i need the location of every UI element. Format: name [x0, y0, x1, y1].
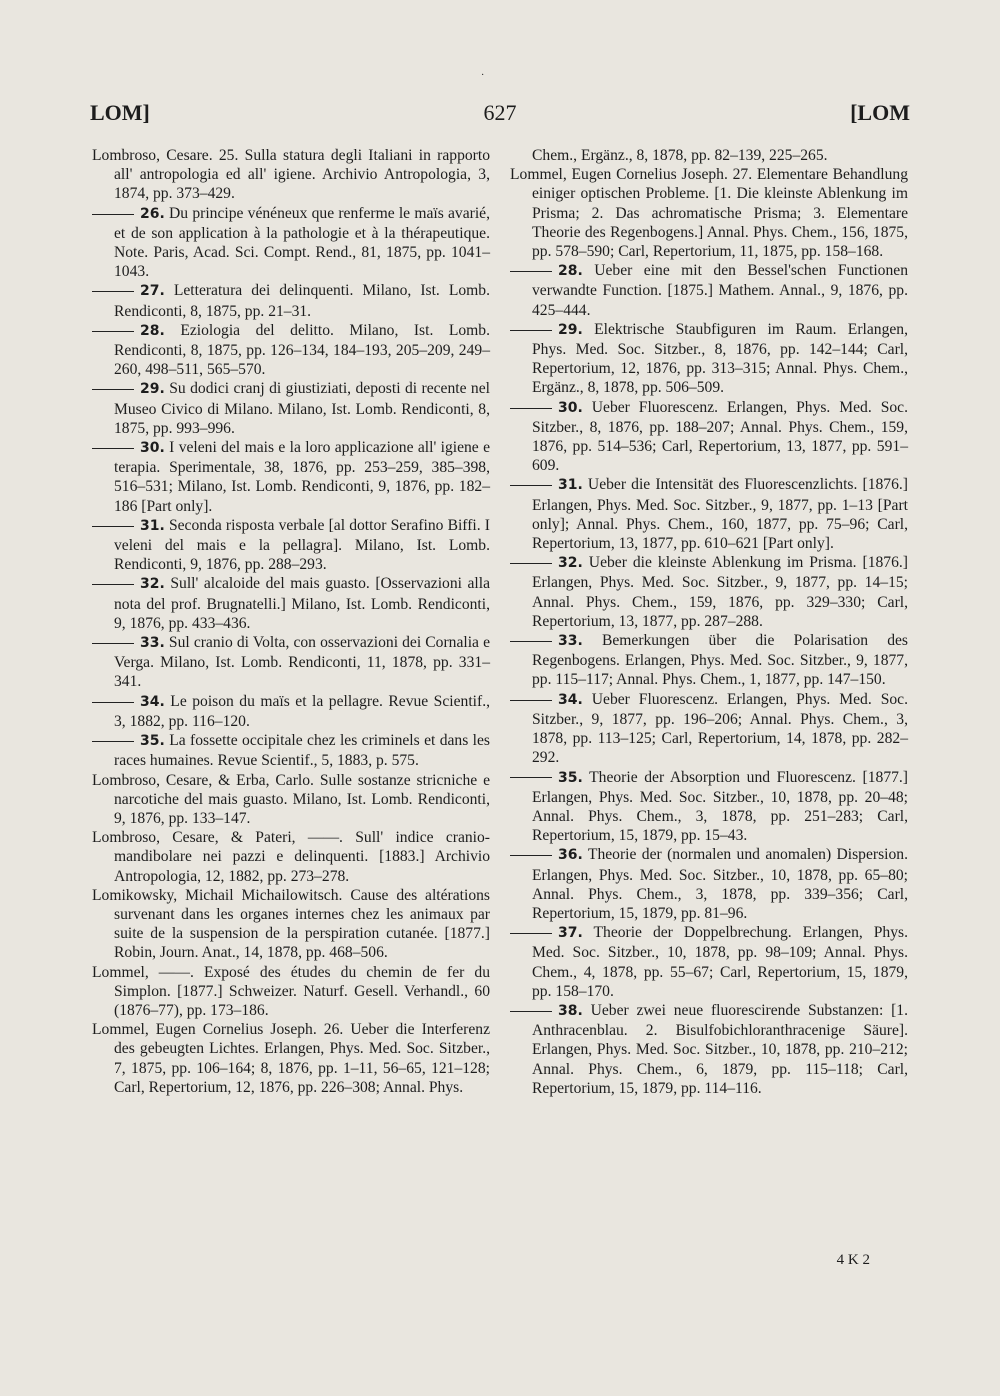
- right-column: [510, 146, 908, 1098]
- bibliography-entry: 31. Seconda risposta verbale [al dottor Serafino Biffi. I veleni del mais e la pellagra]. Milano, Ist. Lomb. Rendiconti, 9, 1876, pp. 288–293.: [92, 516, 490, 575]
- ditto-rule: [92, 741, 134, 742]
- bibliography-entry: 32. Sull' alcaloide del mais guasto. [Osservazioni alla nota del prof. Brugnatelli.] Milano, Ist. Lomb. Rendiconti, 9, 1876, pp. 433–436.: [92, 574, 490, 633]
- ditto-rule: [92, 214, 134, 215]
- page-number: 627: [483, 100, 517, 125]
- running-head-right: [LOM: [850, 100, 910, 125]
- bibliography-entry: 32. Ueber die kleinste Ablenkung im Prisma. [1876.] Erlangen, Phys. Med. Soc. Sitzber., 9, 1877, pp. 14–15; Annal. Phys. Chem., 159, 1876, pp. 329–330; Carl, Repertorium, 13, 1877, pp. 287–288.: [510, 553, 908, 631]
- bibliography-entry: Lommel, ——. Exposé des études du chemin de fer du Simplon. [1877.] Schweizer. Naturf. Gesell. Verhandl., 60 (1876–77), pp. 173–186.: [92, 963, 490, 1019]
- entry-number: 34.: [140, 693, 165, 710]
- ditto-rule: [92, 702, 134, 703]
- bibliography-entry: Lombroso, Cesare. 25. Sulla statura degli Italiani in rapporto all' antropologia ed all' igiene. Archivio Antropologia, 3, 1874, pp. 373–429.: [92, 147, 490, 203]
- entry-number: 30.: [140, 440, 165, 457]
- ditto-rule: [510, 641, 552, 642]
- entry-number: 28.: [558, 263, 583, 280]
- entry-number: 34.: [558, 691, 583, 708]
- bibliography-entry: 30. Ueber Fluorescenz. Erlangen, Phys. Med. Soc. Sitzber., 8, 1876, pp. 188–207; Annal. Phys. Chem., 159, 1876, pp. 514–536; Carl, Repertorium, 13, 1877, pp. 591–609.: [510, 398, 908, 476]
- ditto-rule: [92, 643, 134, 644]
- bibliography-entry: Chem., Ergänz., 8, 1878, pp. 82–139, 225–265.: [532, 147, 828, 164]
- entry-number: 33.: [140, 635, 165, 652]
- left-column: [92, 146, 490, 1097]
- ditto-rule: [510, 330, 552, 331]
- bibliography-entry: 28. Eziologia del delitto. Milano, Ist. Lomb. Rendiconti, 8, 1875, pp. 126–134, 184–193, 205–209, 249–260, 498–511, 565–570.: [92, 321, 490, 380]
- entry-number: 38.: [558, 1002, 583, 1019]
- bibliography-entry: 34. Ueber Fluorescenz. Erlangen, Phys. Med. Soc. Sitzber., 9, 1877, pp. 196–206; Annal. Phys. Chem., 3, 1878, pp. 113–125; Carl, Repertorium, 14, 1878, pp. 282–292.: [510, 690, 908, 768]
- bibliography-entry: 27. Letteratura dei delinquenti. Milano, Ist. Lomb. Rendiconti, 8, 1875, pp. 21–31.: [92, 281, 490, 320]
- bibliography-entry: 38. Ueber zwei neue fluorescirende Substanzen: [1. Anthracenblau. 2. Bisulfobichloranthracenige Säure]. Erlangen, Phys. Med. Soc. Sitzber., 10, 1878, pp. 210–212; Annal. Phys. Chem., 6, 1879, pp. 115–118; Carl, Repertorium, 15, 1879, pp. 114–116.: [510, 1001, 908, 1098]
- bibliography-entry: 35. La fossette occipitale chez les criminels et dans les races humaines. Revue Scientif., 5, 1883, p. 575.: [92, 731, 490, 770]
- ditto-rule: [92, 331, 134, 332]
- ditto-rule: [510, 777, 552, 778]
- ditto-rule: [92, 448, 134, 449]
- bibliography-entry: 37. Theorie der Doppelbrechung. Erlangen, Phys. Med. Soc. Sitzber., 10, 1878, pp. 98–109; Annal. Phys. Chem., 4, 1878, pp. 55–67; Carl, Repertorium, 15, 1879, pp. 158–170.: [510, 923, 908, 1001]
- ditto-rule: [92, 291, 134, 292]
- ditto-rule: [510, 855, 552, 856]
- ditto-rule: [92, 526, 134, 527]
- bibliography-entry: 34. Le poison du maïs et la pellagre. Revue Scientif., 3, 1882, pp. 116–120.: [92, 692, 490, 731]
- ditto-rule: [510, 563, 552, 564]
- bibliography-entry: Lomikowsky, Michail Michailowitsch. Cause des altérations survenant dans les organes internes chez les animaux par suite de la suspension de la perspiration cutanée. [1877.] Robin, Journ. Anat., 14, 1878, pp. 468–506.: [92, 886, 490, 962]
- ditto-rule: [510, 933, 552, 934]
- bibliography-entry: 30. I veleni del mais e la loro applicazione all' igiene e terapia. Sperimentale, 38, 1876, pp. 253–259, 385–398, 516–531; Milano, Ist. Lomb. Rendiconti, 9, 1876, pp. 182–186 [Part only].: [92, 438, 490, 516]
- entry-number: 31.: [140, 517, 165, 534]
- entry-number: 36.: [558, 847, 583, 864]
- entry-number: 27.: [140, 283, 165, 300]
- bibliography-entry: Lommel, Eugen Cornelius Joseph. 27. Elementare Behandlung einiger optischen Probleme. [1. Die kleinste Ablenkung im Prisma; 2. Das achromatische Prisma; 3. Elementare Theorie des Regenbogens.] Annal. Phys. Chem., 156, 1875, pp. 578–590; Carl, Repertorium, 11, 1875, pp. 158–168.: [510, 166, 908, 261]
- entry-number: 28.: [140, 322, 165, 339]
- entry-number: 32.: [558, 555, 583, 572]
- entry-number: 30.: [558, 399, 583, 416]
- ditto-rule: [510, 271, 552, 272]
- entry-number: 33.: [558, 633, 583, 650]
- entry-number: 37.: [558, 925, 583, 942]
- entry-number: 35.: [140, 733, 165, 750]
- bibliography-entry: 28. Ueber eine mit den Bessel'schen Functionen verwandte Function. [1875.] Mathem. Annal., 9, 1876, pp. 425–444.: [510, 261, 908, 320]
- bibliography-entry: 29. Su dodici cranj di giustiziati, deposti di recente nel Museo Civico di Milano. Milano, Ist. Lomb. Rendiconti, 8, 1875, pp. 993–996.: [92, 379, 490, 438]
- bibliography-entry: 31. Ueber die Intensität des Fluorescenzlichts. [1876.] Erlangen, Phys. Med. Soc. Sitzber., 9, 1877, pp. 1–13 [Part only]; Annal. Phys. Chem., 160, 1877, pp. 75–96; Carl, Repertorium, 13, 1877, pp. 610–621 [Part only].: [510, 475, 908, 553]
- bibliography-entry: 33. Sul cranio di Volta, con osservazioni dei Cornalia e Verga. Milano, Ist. Lomb. Rendiconti, 11, 1878, pp. 331–341.: [92, 633, 490, 692]
- entry-number: 26.: [140, 205, 165, 222]
- bibliography-entry: Lombroso, Cesare, & Pateri, ——. Sull' indice cranio-mandibolare nei pazzi e delinquenti. [1883.] Archivio Antropologia, 12, 1882, pp. 273–278.: [92, 829, 490, 885]
- entry-number: 29.: [140, 381, 165, 398]
- page-header: [90, 100, 910, 134]
- bibliography-entry: 35. Theorie der Absorption und Fluorescenz. [1877.] Erlangen, Phys. Med. Soc. Sitzber., 10, 1878, pp. 20–48; Annal. Phys. Chem., 3, 1878, pp. 251–283; Carl, Repertorium, 15, 1879, pp. 15–43.: [510, 768, 908, 846]
- entry-number: 31.: [558, 477, 583, 494]
- ditto-rule: [510, 408, 552, 409]
- printer-mark: ·: [481, 70, 485, 81]
- ditto-rule: [510, 700, 552, 701]
- bibliography-entry: Lommel, Eugen Cornelius Joseph. 26. Ueber die Interferenz des gebeugten Lichtes. Erlangen, Phys. Med. Soc. Sitzber., 7, 1875, pp. 106–164; 8, 1876, pp. 1–11, 56–65, 121–128; Carl, Repertorium, 12, 1876, pp. 226–308; Annal. Phys.: [92, 1021, 490, 1096]
- entry-number: 32.: [140, 576, 165, 593]
- bibliography-entry: 29. Elektrische Staubfiguren im Raum. Erlangen, Phys. Med. Soc. Sitzber., 8, 1876, pp. 142–144; Carl, Repertorium, 12, 1876, pp. 313–315; Annal. Phys. Chem., Ergänz., 8, 1878, pp. 506–509.: [510, 320, 908, 398]
- entry-number: 29.: [558, 321, 583, 338]
- entry-number: 35.: [558, 769, 583, 786]
- bibliography-entry: 26. Du principe vénéneux que renferme le maïs avarié, et de son application à la pathologie et à la thérapeutique. Note. Paris, Acad. Sci. Compt. Rend., 81, 1875, pp. 1041–1043.: [92, 204, 490, 282]
- running-head-left: LOM]: [90, 100, 150, 125]
- ditto-rule: [510, 1011, 552, 1012]
- bibliography-entry: 33. Bemerkungen über die Polarisation des Regenbogens. Erlangen, Phys. Med. Soc. Sitzber., 9, 1877, pp. 115–117; Annal. Phys. Chem., 1, 1877, pp. 147–150.: [510, 631, 908, 690]
- bibliography-entry: Lombroso, Cesare, & Erba, Carlo. Sulle sostanze stricniche e narcotiche del mais guasto. Milano, Ist. Lomb. Rendiconti, 9, 1876, pp. 133–147.: [92, 771, 490, 827]
- ditto-rule: [510, 485, 552, 486]
- ditto-rule: [92, 584, 134, 585]
- bibliography-entry: 36. Theorie der (normalen und anomalen) Dispersion. Erlangen, Phys. Med. Soc. Sitzber., 10, 1878, pp. 65–80; Annal. Phys. Chem., 3, 1878, pp. 339–356; Carl, Repertorium, 15, 1879, pp. 81–96.: [510, 845, 908, 923]
- signature-mark: 4 K 2: [836, 1252, 870, 1268]
- ditto-rule: [92, 389, 134, 390]
